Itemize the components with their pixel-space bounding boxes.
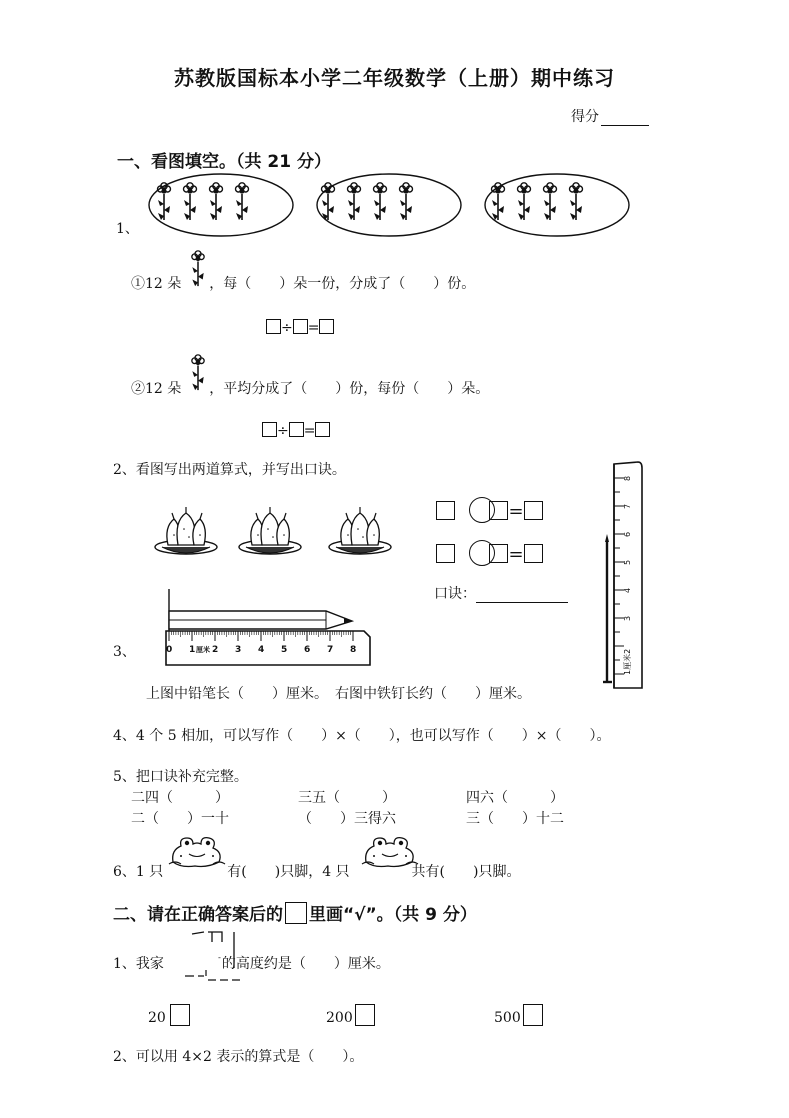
single-flower-icon — [190, 252, 206, 288]
s2-q2-text: 2、可以用 4×2 表示的算式是（ ）。 — [113, 1049, 364, 1065]
q6-suffix: 共有( )只脚。 — [411, 864, 521, 880]
option-500 — [494, 1004, 543, 1026]
q1-line2 — [131, 378, 489, 398]
answer-box[interactable] — [524, 501, 543, 520]
q5-row2-item2: （ ）三得六 — [298, 811, 396, 827]
answer-box[interactable] — [289, 422, 304, 437]
ruler-label: 8 — [350, 645, 357, 655]
s2-q1-suffix: 的高度约是（ ）厘米。 — [221, 956, 390, 972]
answer-checkbox[interactable] — [523, 1004, 543, 1026]
koujue-blank[interactable] — [476, 588, 568, 603]
svg-text:7: 7 — [623, 503, 632, 509]
answer-box[interactable] — [524, 544, 543, 563]
ruler-label: 厘米 — [196, 646, 210, 654]
s2-q1-line — [113, 953, 390, 973]
q4-text: 4、4 个 5 相加，可以写作（ ）×（ ），也可以写作（ ）×（ ）。 — [113, 728, 611, 744]
q5-row1-item1: 二四（ ） — [131, 790, 229, 806]
flower-groups-illustration — [140, 170, 660, 240]
q3-text: 上图中铅笔长（ ）厘米。 右图中铁钉长约（ ）厘米。 — [146, 686, 531, 702]
vertical-ruler-with-nail — [602, 460, 644, 692]
option-label: 20 — [148, 1010, 166, 1026]
q1-line1-text: ，每（ ）朵一份，分成了（ ）份。 — [209, 276, 476, 292]
pears-on-plates-illustration — [150, 505, 410, 565]
svg-text:3: 3 — [623, 615, 632, 621]
frog-icon — [167, 832, 227, 870]
answer-box[interactable] — [436, 501, 455, 520]
q2-text: 2、看图写出两道算式，并写出口诀。 — [113, 462, 346, 478]
q3-number: 3、 — [113, 644, 136, 660]
svg-text:8: 8 — [623, 475, 632, 481]
svg-text:1厘米2: 1厘米2 — [623, 648, 632, 675]
option-20 — [148, 1004, 190, 1026]
q1-equation2: ÷ = — [262, 422, 330, 439]
q1-equation1: ÷ = — [266, 319, 334, 336]
ruler-label: 3 — [235, 645, 242, 655]
door-icon — [182, 928, 246, 984]
answer-checkbox[interactable] — [170, 1004, 190, 1026]
svg-text:5: 5 — [623, 559, 632, 565]
q2-koujue — [434, 583, 568, 603]
option-200 — [326, 1004, 375, 1026]
answer-checkbox[interactable] — [355, 1004, 375, 1026]
answer-box[interactable] — [266, 319, 281, 334]
q5-text: 5、把口诀补充完整。 — [113, 769, 248, 785]
ruler-label: 2 — [212, 645, 219, 655]
q6-prefix: 6、1 只 — [113, 864, 164, 880]
answer-box[interactable] — [489, 501, 508, 520]
s2-q1-prefix: 1、我家 — [113, 956, 164, 972]
answer-box[interactable] — [436, 544, 455, 563]
q1-line1-prefix: ①12 朵 — [131, 276, 182, 292]
single-flower-icon — [190, 356, 206, 392]
answer-box[interactable] — [262, 422, 277, 437]
answer-box[interactable] — [293, 319, 308, 334]
score-blank — [601, 111, 649, 126]
checkbox-sample — [285, 902, 307, 924]
q1-line2-prefix: ②12 朵 — [131, 381, 182, 397]
ruler-label: 5 — [281, 645, 288, 655]
page-title: 苏教版国标本小学二年级数学（上册）期中练习 — [174, 66, 615, 90]
ruler-label: 1 — [189, 645, 196, 655]
q5-row2-item1: 二（ ）一十 — [131, 811, 229, 827]
section1-heading: 一、看图填空。（共 21 分） — [117, 152, 331, 172]
q5-row1-item2: 三五（ ） — [298, 790, 396, 806]
ruler-label: 6 — [304, 645, 311, 655]
answer-box[interactable] — [489, 544, 508, 563]
q1-line1 — [131, 273, 475, 293]
svg-text:-: - — [218, 953, 221, 962]
answer-box[interactable] — [315, 422, 330, 437]
score-label: 得分 — [571, 109, 599, 125]
section2-heading: 二、请在正确答案后的 里画“√”。（共 9 分） — [113, 900, 477, 925]
svg-text:4: 4 — [623, 587, 632, 593]
frog-icon — [360, 832, 420, 870]
q2-equation2: = — [436, 540, 543, 566]
option-label: 200 — [326, 1010, 353, 1026]
ruler-label: 7 — [327, 645, 334, 655]
ruler-label: 0 — [166, 645, 173, 655]
ruler-label: 4 — [258, 645, 265, 655]
pencil-and-ruler-illustration — [164, 587, 376, 667]
option-label: 500 — [494, 1010, 521, 1026]
q2-equation1: = — [436, 497, 543, 523]
q5-row1-item3: 四六（ ） — [466, 790, 564, 806]
q1-number: 1、 — [116, 221, 139, 237]
q5-row2-item3: 三（ ）十二 — [466, 811, 564, 827]
svg-text:6: 6 — [623, 531, 632, 537]
koujue-label: 口诀： — [434, 586, 476, 602]
q1-line2-text: ，平均分成了（ ）份，每份（ ）朵。 — [209, 381, 490, 397]
score-field — [571, 106, 649, 126]
q6-mid: 有( )只脚，4 只 — [227, 864, 350, 880]
answer-box[interactable] — [319, 319, 334, 334]
